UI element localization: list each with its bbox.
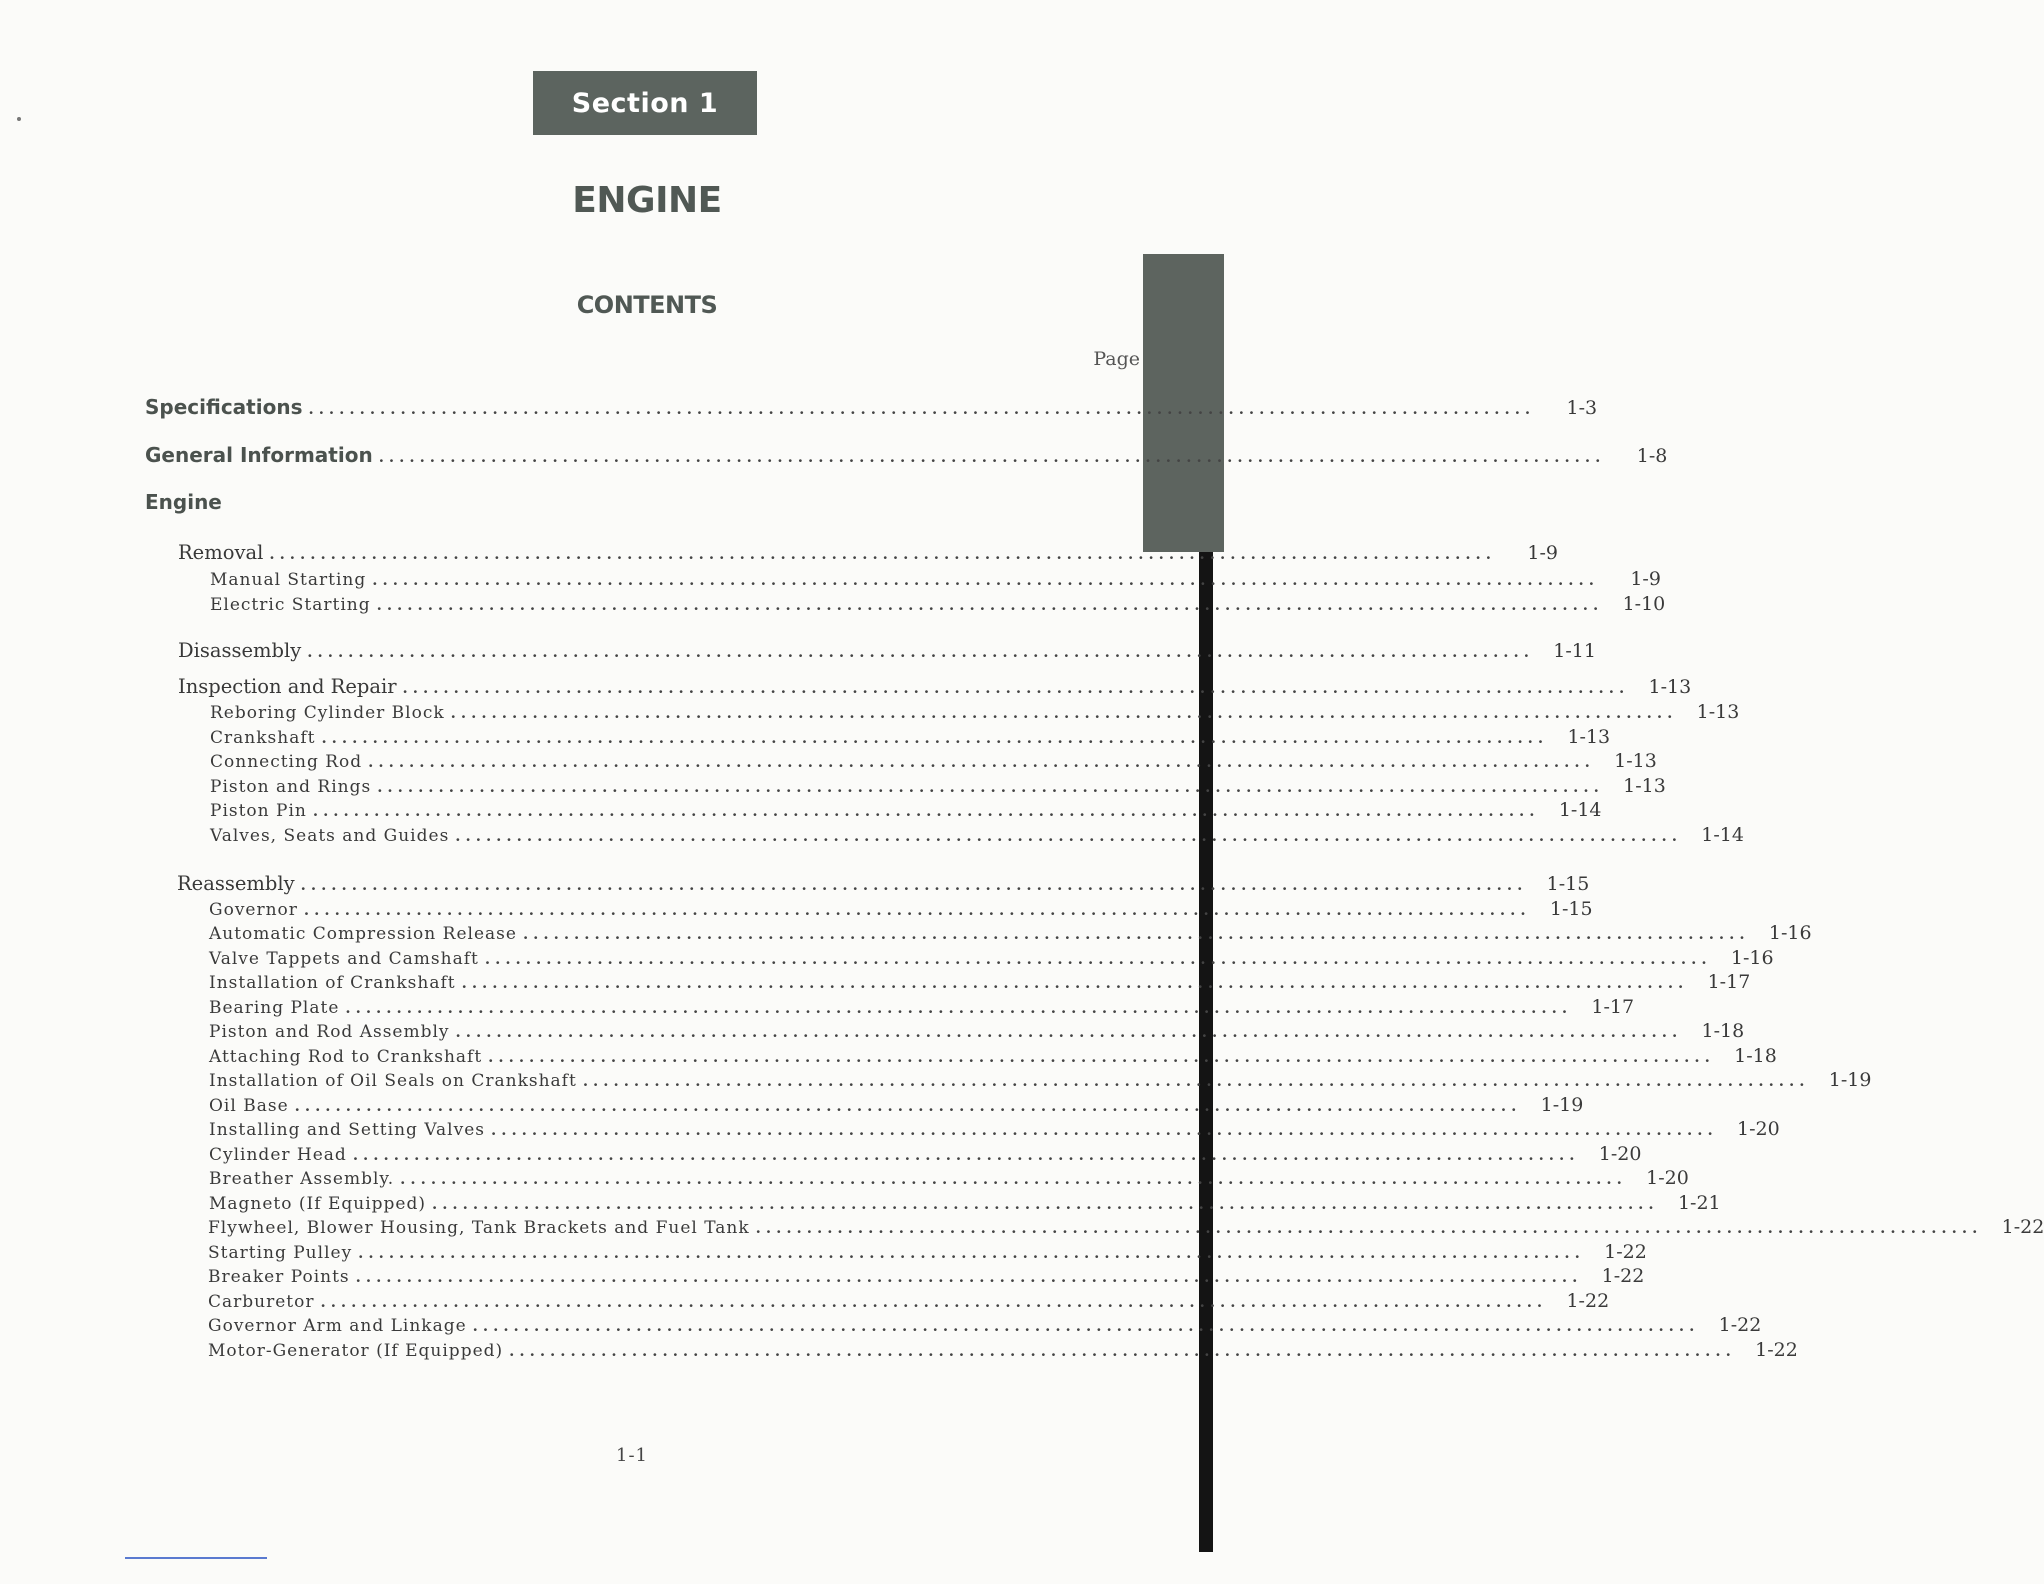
toc-page: 1-3 bbox=[1566, 397, 1598, 419]
toc-label: Breaker Points bbox=[208, 1267, 350, 1287]
toc-label: Reassembly bbox=[177, 872, 295, 895]
toc-leader: ........................................................................................................................ bbox=[368, 753, 1595, 771]
toc-label: Manual Starting bbox=[210, 570, 367, 590]
toc-label: Piston and Rod Assembly bbox=[209, 1022, 450, 1042]
toc-leader: ........................................................................................................................ bbox=[300, 876, 1528, 894]
toc-leader: ........................................................................................................................ bbox=[308, 400, 1536, 418]
toc-leader: ........................................................................................................................ bbox=[400, 1170, 1627, 1188]
toc-page: 1-13 bbox=[1567, 726, 1611, 748]
toc-leader: ........................................................................................................................ bbox=[320, 1293, 1548, 1311]
toc-leader: ........................................................................................................................ bbox=[488, 1048, 1715, 1066]
toc-entry-valves-seats-guides[interactable] bbox=[210, 824, 1744, 846]
toc-page: 1-13 bbox=[1696, 701, 1740, 723]
toc-page: 1-22 bbox=[1566, 1290, 1610, 1312]
toc-entry-electric-starting[interactable] bbox=[210, 593, 1666, 615]
toc-page: 1-14 bbox=[1558, 799, 1602, 821]
toc-page: 1-21 bbox=[1677, 1192, 1721, 1214]
toc-entry-breaker-points[interactable] bbox=[208, 1265, 1645, 1287]
toc-page: 1-9 bbox=[1527, 542, 1559, 564]
toc-label: Governor Arm and Linkage bbox=[208, 1316, 467, 1336]
toc-label: Engine bbox=[145, 490, 222, 514]
toc-label: Automatic Compression Release bbox=[209, 924, 517, 944]
toc-leader: ........................................................................................................................ bbox=[755, 1219, 1983, 1237]
toc-label: Flywheel, Blower Housing, Tank Brackets and Fuel Tank bbox=[208, 1218, 750, 1238]
toc-leader: ........................................................................................................................ bbox=[491, 1121, 1718, 1139]
toc-leader: ........................................................................................................................ bbox=[402, 679, 1630, 697]
toc-page: 1-20 bbox=[1646, 1167, 1689, 1189]
toc-leader: ........................................................................................................................ bbox=[294, 1097, 1522, 1115]
toc-entry-general-information[interactable] bbox=[145, 443, 1668, 467]
toc-leader: ........................................................................................................................ bbox=[377, 778, 1604, 796]
toc-page: 1-9 bbox=[1630, 568, 1661, 590]
toc-label: Attaching Rod to Crankshaft bbox=[209, 1047, 483, 1067]
toc-entry-piston-rod-assembly[interactable] bbox=[209, 1020, 1745, 1042]
toc-leader: ........................................................................................................................ bbox=[461, 974, 1689, 992]
toc-label: Installation of Crankshaft bbox=[209, 973, 456, 993]
toc-label: Connecting Rod bbox=[210, 752, 363, 772]
toc-entry-reassembly[interactable] bbox=[177, 872, 1590, 895]
toc-entry-removal[interactable] bbox=[178, 541, 1559, 564]
toc-leader: ........................................................................................................................ bbox=[352, 1146, 1580, 1164]
toc-label: Disassembly bbox=[178, 639, 302, 662]
toc-page: 1-13 bbox=[1623, 775, 1666, 797]
toc-label: Valves, Seats and Guides bbox=[210, 826, 450, 846]
toc-entry-inspection-repair[interactable] bbox=[178, 675, 1692, 698]
toc-entry-setting-valves[interactable] bbox=[209, 1118, 1780, 1140]
toc-leader: ........................................................................................................................ bbox=[269, 545, 1497, 563]
toc-label: Electric Starting bbox=[210, 595, 371, 615]
page-number: 1-1 bbox=[616, 1445, 648, 1466]
toc-label: Carburetor bbox=[208, 1292, 315, 1312]
toc-page: 1-8 bbox=[1636, 445, 1668, 467]
toc-page: 1-15 bbox=[1546, 873, 1590, 895]
toc-leader: ........................................................................................................................ bbox=[355, 1268, 1583, 1286]
toc-page: 1-20 bbox=[1598, 1143, 1642, 1165]
toc-page: 1-22 bbox=[1718, 1314, 1762, 1336]
toc-entry-breather-assembly[interactable] bbox=[209, 1167, 1689, 1189]
toc-leader: ........................................................................................................................ bbox=[345, 999, 1573, 1017]
toc-page: 1-19 bbox=[1540, 1094, 1584, 1116]
toc-page: 1-13 bbox=[1614, 750, 1657, 772]
toc-page: 1-14 bbox=[1701, 824, 1744, 846]
toc-entry-automatic-compression-release[interactable] bbox=[209, 922, 1812, 944]
toc-entry-magneto[interactable] bbox=[209, 1192, 1721, 1214]
toc-page: 1-22 bbox=[1755, 1339, 1798, 1361]
toc-label: Oil Base bbox=[209, 1096, 289, 1116]
toc-label: Piston and Rings bbox=[210, 777, 372, 797]
toc-leader: ........................................................................................................................ bbox=[303, 901, 1531, 919]
toc-leader: ........................................................................................................................ bbox=[372, 571, 1599, 589]
toc-label: Cylinder Head bbox=[209, 1145, 347, 1165]
toc-label: Reboring Cylinder Block bbox=[210, 703, 445, 723]
toc-page: 1-13 bbox=[1648, 676, 1692, 698]
toc-leader: ........................................................................................................................ bbox=[307, 643, 1534, 661]
toc-label: Specifications bbox=[145, 395, 303, 419]
toc-page: 1-11 bbox=[1553, 640, 1596, 662]
toc-entry-governor[interactable] bbox=[209, 898, 1593, 920]
toc-entry-flywheel[interactable] bbox=[208, 1216, 2044, 1238]
toc-entry-starting-pulley[interactable] bbox=[208, 1241, 1647, 1263]
toc-entry-governor-arm-linkage[interactable] bbox=[208, 1314, 1762, 1336]
bottom-rule bbox=[125, 1557, 267, 1559]
toc-entry-motor-generator[interactable] bbox=[208, 1339, 1798, 1361]
toc-leader: ........................................................................................................................ bbox=[378, 448, 1606, 466]
toc-entry-cylinder-head[interactable] bbox=[209, 1143, 1642, 1165]
toc-page: 1-22 bbox=[2001, 1216, 2044, 1238]
toc-page: 1-17 bbox=[1707, 971, 1751, 993]
toc-leader: ........................................................................................................................ bbox=[321, 729, 1549, 747]
toc-label: Inspection and Repair bbox=[178, 675, 397, 698]
page-speck bbox=[17, 117, 21, 121]
toc-entry-manual-starting[interactable] bbox=[210, 568, 1661, 590]
toc-entry-oil-base[interactable] bbox=[209, 1094, 1584, 1116]
toc-entry-installation-crankshaft[interactable] bbox=[209, 971, 1751, 993]
toc-page: 1-17 bbox=[1591, 996, 1635, 1018]
toc-leader: ........................................................................................................................ bbox=[472, 1317, 1700, 1335]
toc-leader: ........................................................................................................................ bbox=[312, 802, 1540, 820]
toc-label: Crankshaft bbox=[210, 728, 316, 748]
toc-label: Governor bbox=[209, 900, 298, 920]
toc-entry-disassembly[interactable] bbox=[178, 639, 1596, 662]
page-title: ENGINE bbox=[572, 180, 722, 221]
toc-page: 1-18 bbox=[1701, 1020, 1745, 1042]
toc-heading-engine bbox=[145, 490, 545, 514]
toc-leader: ........................................................................................................................ bbox=[455, 1023, 1683, 1041]
toc-page: 1-16 bbox=[1730, 947, 1774, 969]
toc-page: 1-22 bbox=[1601, 1265, 1645, 1287]
toc-leader: ........................................................................................................................ bbox=[358, 1244, 1585, 1262]
toc-leader: ........................................................................................................................ bbox=[450, 704, 1678, 722]
toc-leader: ........................................................................................................................ bbox=[509, 1342, 1736, 1360]
toc-page: 1-16 bbox=[1768, 922, 1812, 944]
toc-entry-oil-seals[interactable] bbox=[209, 1069, 1872, 1091]
toc-label: Motor-Generator (If Equipped) bbox=[208, 1341, 504, 1361]
toc-label: Installing and Setting Valves bbox=[209, 1120, 485, 1140]
toc-label: Installation of Oil Seals on Crankshaft bbox=[209, 1071, 577, 1091]
toc-leader: ........................................................................................................................ bbox=[484, 950, 1712, 968]
toc-page: 1-19 bbox=[1828, 1069, 1872, 1091]
toc-leader: ........................................................................................................................ bbox=[582, 1072, 1810, 1090]
toc-entry-connecting-rod[interactable] bbox=[210, 750, 1657, 772]
toc-leader: ........................................................................................................................ bbox=[376, 596, 1604, 614]
toc-label: General Information bbox=[145, 443, 373, 467]
toc-leader: ........................................................................................................................ bbox=[431, 1195, 1659, 1213]
toc-entry-specifications[interactable] bbox=[145, 395, 1598, 419]
toc-leader: ........................................................................................................................ bbox=[455, 827, 1682, 845]
page-column-header: Page bbox=[1093, 348, 1140, 370]
toc-label: Magneto (If Equipped) bbox=[209, 1194, 426, 1214]
toc-entry-valve-tappets-camshaft[interactable] bbox=[209, 947, 1774, 969]
toc-page: 1-18 bbox=[1734, 1045, 1777, 1067]
toc-label: Breather Assembly. bbox=[209, 1169, 395, 1189]
toc-entry-carburetor[interactable] bbox=[208, 1290, 1610, 1312]
toc-label: Removal bbox=[178, 541, 264, 564]
toc-entry-crankshaft[interactable] bbox=[210, 726, 1611, 748]
toc-page: 1-20 bbox=[1736, 1118, 1780, 1140]
toc-label: Bearing Plate bbox=[209, 998, 340, 1018]
toc-label: Valve Tappets and Camshaft bbox=[209, 949, 479, 969]
toc-page: 1-10 bbox=[1622, 593, 1666, 615]
toc-label: Starting Pulley bbox=[208, 1243, 353, 1263]
toc-leader: ........................................................................................................................ bbox=[522, 925, 1750, 943]
toc-entry-piston-pin[interactable] bbox=[210, 799, 1602, 821]
toc-label: Piston Pin bbox=[210, 801, 307, 821]
toc-entry-piston-rings[interactable] bbox=[210, 775, 1666, 797]
toc-page: 1-22 bbox=[1604, 1241, 1647, 1263]
toc-entry-reboring[interactable] bbox=[210, 701, 1740, 723]
section-label: Section 1 bbox=[533, 71, 757, 135]
toc-entry-attaching-rod[interactable] bbox=[209, 1045, 1777, 1067]
toc-page: 1-15 bbox=[1549, 898, 1593, 920]
contents-heading: CONTENTS bbox=[576, 291, 718, 319]
toc-entry-bearing-plate[interactable] bbox=[209, 996, 1635, 1018]
